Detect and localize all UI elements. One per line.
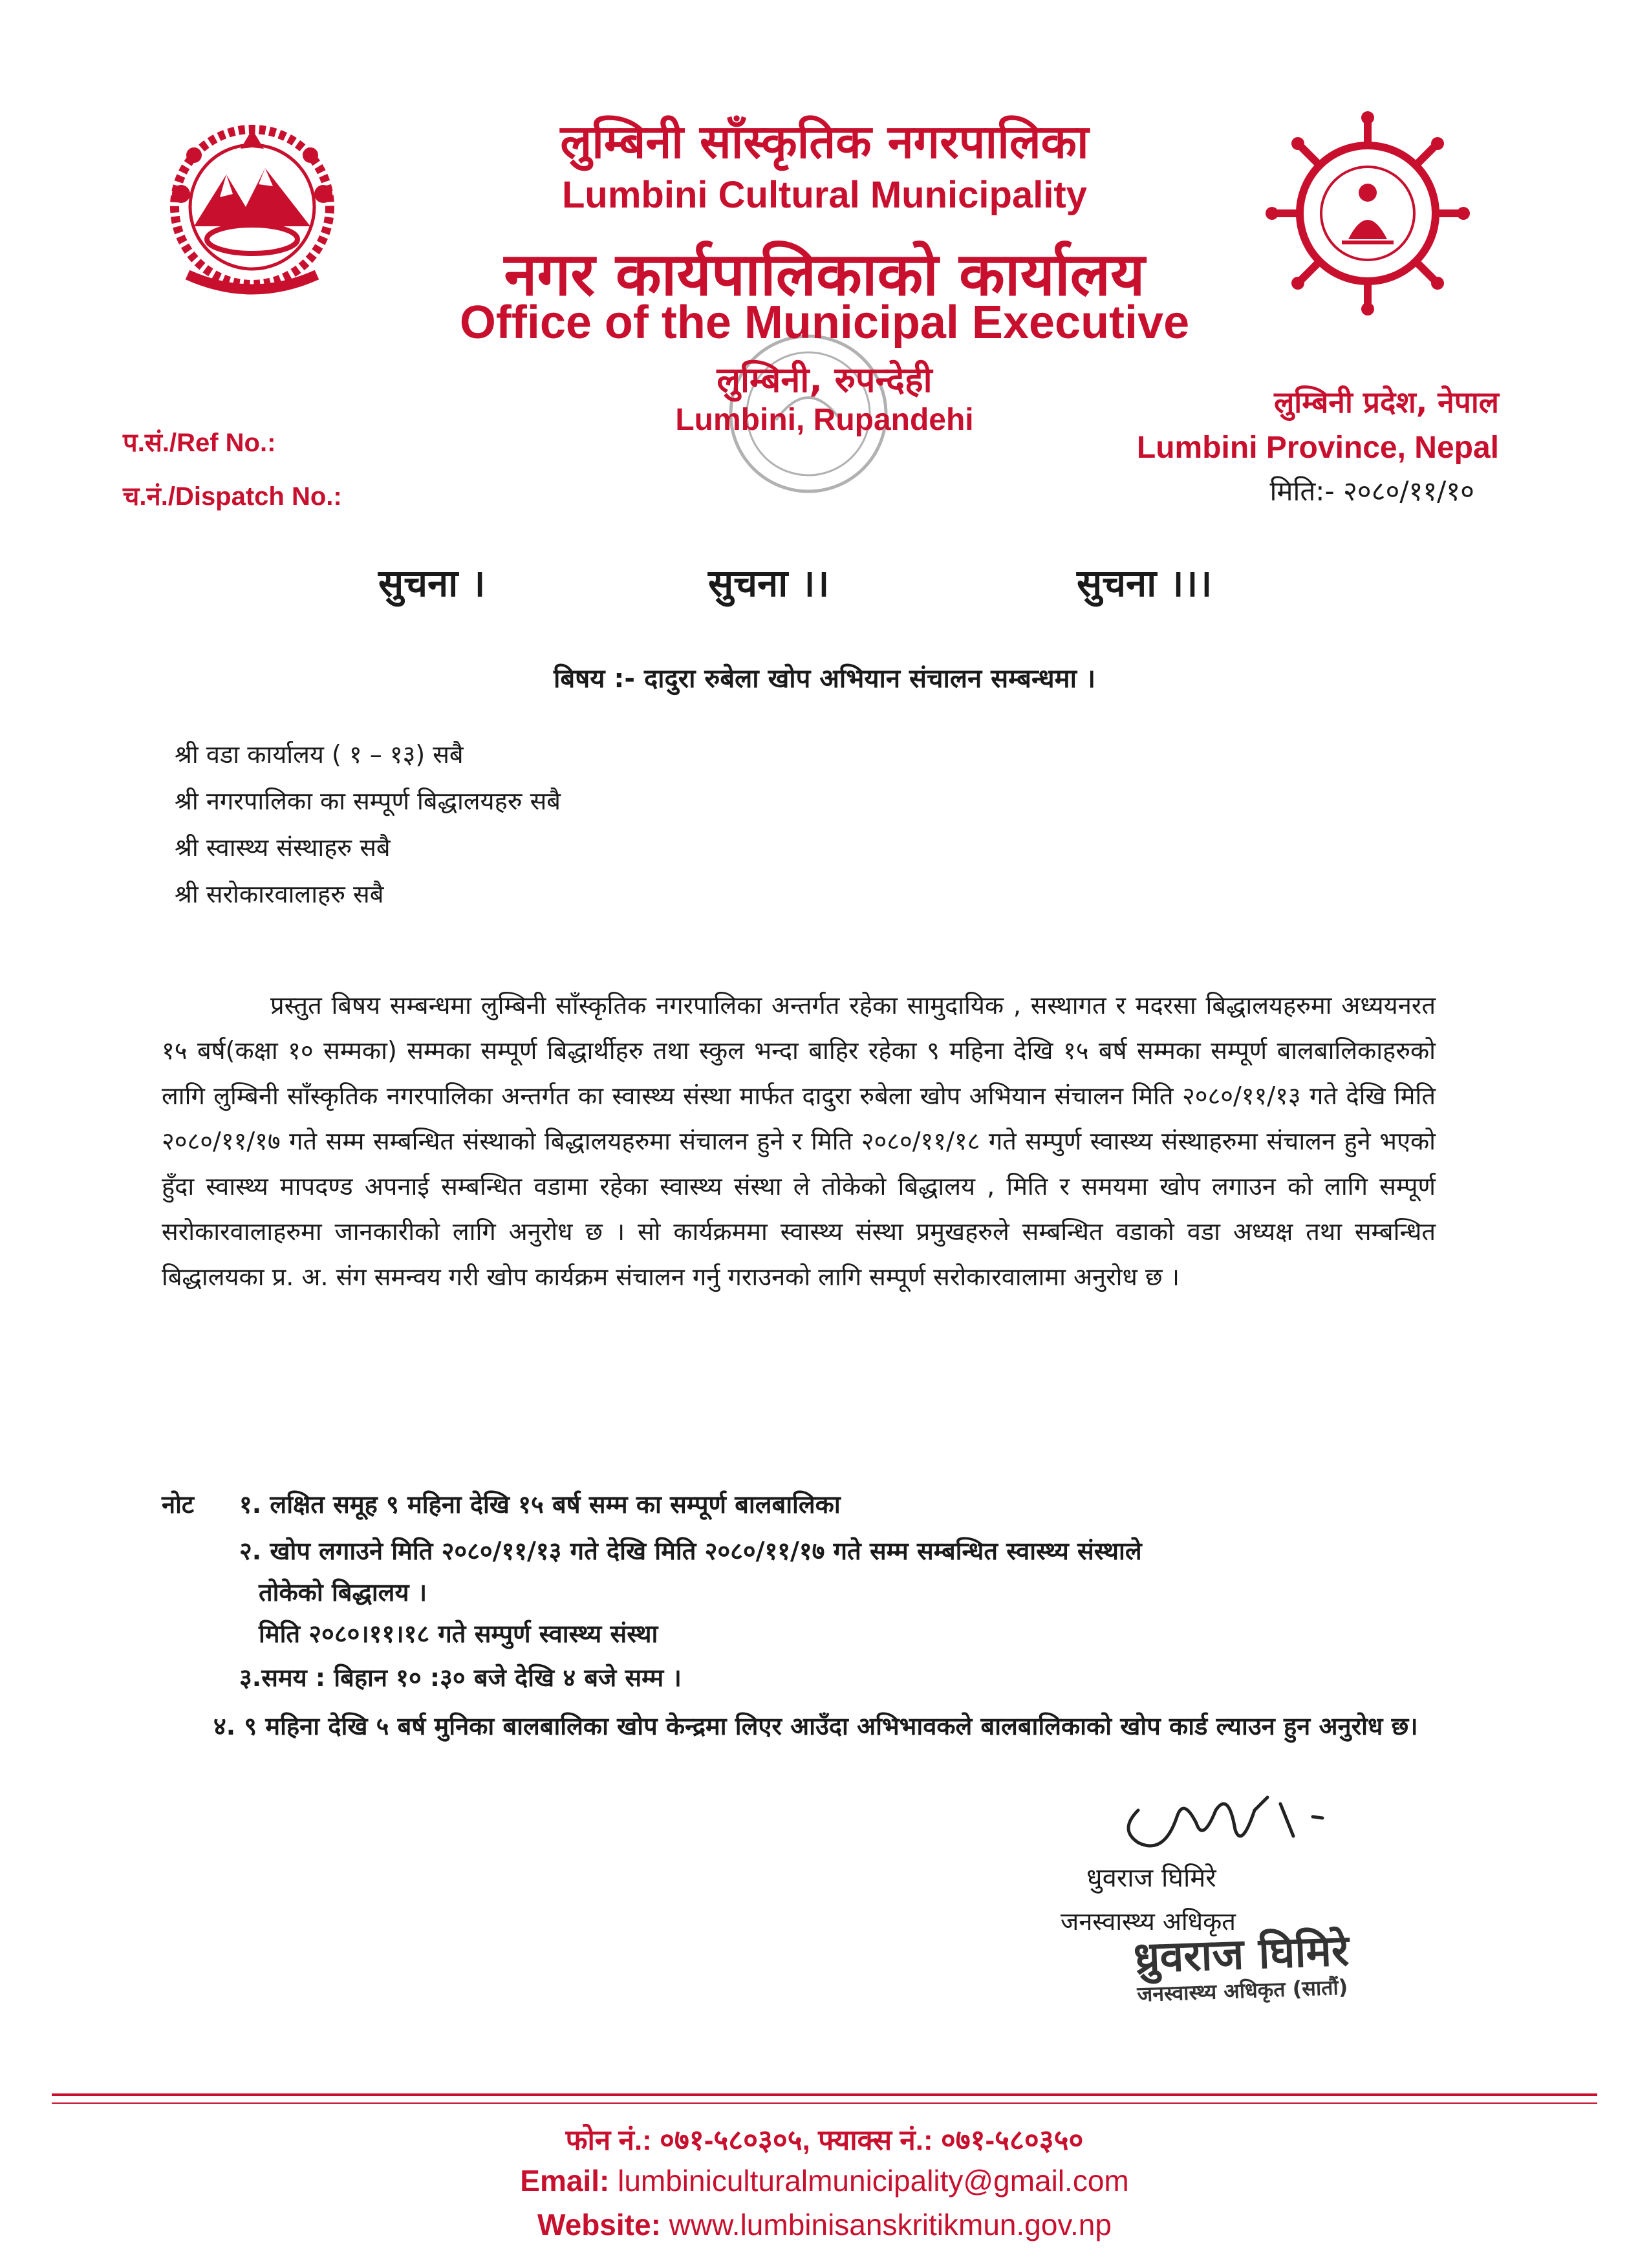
addressee-line: श्री वडा कार्यालय ( १ – १३) सबै	[175, 740, 464, 769]
location-nepali: लुम्बिनी, रुपन्देही	[717, 359, 932, 400]
note-item: १. लक्षित समूह ९ महिना देखि १५ बर्ष सम्म का सम्पूर्ण बालबालिका	[239, 1490, 841, 1519]
note-item: ३.समय : बिहान १० :३० बजे देखि ४ बजे सम्म ।	[239, 1664, 682, 1692]
notice-heading: सुचना ।।	[708, 561, 830, 605]
footer-website-line	[0, 2207, 1649, 2242]
body-paragraph: प्रस्तुत बिषय सम्बन्धमा लुम्बिनी साँस्कृतिक नगरपालिका अन्तर्गत रहेका सामुदायिक , सस्थागत र मदरसा बिद्धालयहरुमा अध्ययनरत १५ बर्ष(कक्षा १० सम्मका) सम्मका सम्पूर्ण बिद्धार्थीहरु तथा स्कुल भन्दा बाहिर रहेका ९ महिना देखि १५ बर्ष सम्मका सम्पूर्ण बालबालिकाहरुको लागि लुम्बिनी साँस्कृतिक नगरपालिका अन्तर्गत का स्वास्थ्य संस्था मार्फत दादुरा रुबेला खोप अभियान संचालन मिति २०८०/११/१३ गते देखि मिति २०८०/११/१७ गते सम्म सम्बन्धित संस्थाको बिद्धालयहरुमा संचालन हुने र मिति २०८०/११/१८ गते सम्पुर्ण स्वास्थ्य संस्थाहरुमा संचालन हुने भएको हुँदा स्वास्थ्य मापदण्ड अपनाई सम्बन्धित वडामा रहेका स्वास्थ्य संस्था ले तोकेको बिद्धालय , मिति र समयमा खोप लगाउन को लागि सम्पूर्ण सरोकारवालाहरुमा जानकारीको लागि अनुरोध छ । सो कार्यक्रममा स्वास्थ्य संस्था प्रमुखहरुले सम्बन्धित वडाको वडा अध्यक्ष तथा सम्बन्धित बिद्धालयका प्र. अ. संग समन्वय गरी खोप कार्यक्रम संचालन गर्नु गराउनको लागि सम्पूर्ण सरोकारवालामा अनुरोध छ ।	[162, 991, 1436, 1291]
footer-divider	[52, 2093, 1597, 2096]
municipality-name-english: Lumbini Cultural Municipality	[562, 174, 1087, 216]
note-item: २. खोप लगाउने मिति २०८०/११/१३ गते देखि मिति २०८०/११/१७ गते सम्म सम्बन्धित स्वास्थ्य संस्थाले	[239, 1537, 1142, 1565]
signatory-title: जनस्वास्थ्य अधिकृत	[1061, 1907, 1236, 1936]
province-nepali: लुम्बिनी प्रदेश, नेपाल	[1274, 385, 1499, 420]
municipality-name-nepali: लुम्बिनी साँस्कृतिक नगरपालिका	[560, 114, 1089, 169]
addressee-line: श्री सरोकारवालाहरु सबै	[175, 880, 384, 908]
subject-line: बिषय :- दादुरा रुबेला खोप अभियान संचालन सम्बन्धमा ।	[553, 664, 1096, 694]
footer-website-label: Website:	[537, 2208, 661, 2241]
office-name-english: Office of the Municipal Executive	[459, 297, 1190, 348]
stamp-name: ध्रुवराज घिमिरे	[1132, 1925, 1350, 1983]
document-date: मिति:- २०८०/११/१०	[1269, 475, 1474, 507]
province-english: Lumbini Province, Nepal	[1136, 431, 1499, 465]
notice-heading: सुचना ।	[378, 561, 486, 605]
footer-website-link[interactable]: www.lumbinisanskritikmun.gov.np	[669, 2208, 1112, 2241]
dispatch-no-label: च.नं./Dispatch No.:	[123, 482, 342, 511]
footer-email-link[interactable]: lumbiniculturalmunicipality@gmail.com	[618, 2164, 1129, 2198]
addressee-line: श्री स्वास्थ्य संस्थाहरु सबै	[175, 833, 391, 862]
stamp-title: जनस्वास्थ्य अधिकृत (सातौं)	[1136, 1974, 1348, 2007]
official-stamp	[1101, 1919, 1382, 2013]
office-name-nepali: नगर कार्यपालिकाको कार्यालय	[504, 240, 1145, 309]
handwritten-signature	[1099, 1771, 1345, 1862]
addressee-line: श्री नगरपालिका का सम्पूर्ण बिद्धालयहरु सबै	[175, 787, 561, 815]
note-label: नोट	[162, 1490, 195, 1519]
notice-heading: सुचना ।।।	[1077, 561, 1212, 605]
footer-email-label: Email:	[520, 2164, 610, 2198]
footer-divider	[52, 2102, 1597, 2104]
footer-phone: फोन नं.: ०७१-५८०३०५, फ्याक्स नं.: ०७१-५८०३५०	[565, 2124, 1084, 2156]
signatory-name: धुवराज घिमिरे	[1086, 1863, 1216, 1893]
location-english: Lumbini, Rupandehi	[675, 403, 974, 437]
note-item: ४. ९ महिना देखि ५ बर्ष मुनिका बालबालिका खोप केन्द्रमा लिएर आउँदा अभिभावकले बालबालिकाको खोप कार्ड ल्याउन हुन अनुरोध छ।	[213, 1712, 1418, 1740]
ref-no-label: प.सं./Ref No.:	[123, 429, 276, 457]
note-item-date: मिति २०८०।११।१८ गते सम्पुर्ण स्वास्थ्य संस्था	[259, 1620, 658, 1648]
note-item-continuation: तोकेको बिद्धालय ।	[259, 1578, 427, 1607]
footer-email-line	[0, 2163, 1649, 2198]
